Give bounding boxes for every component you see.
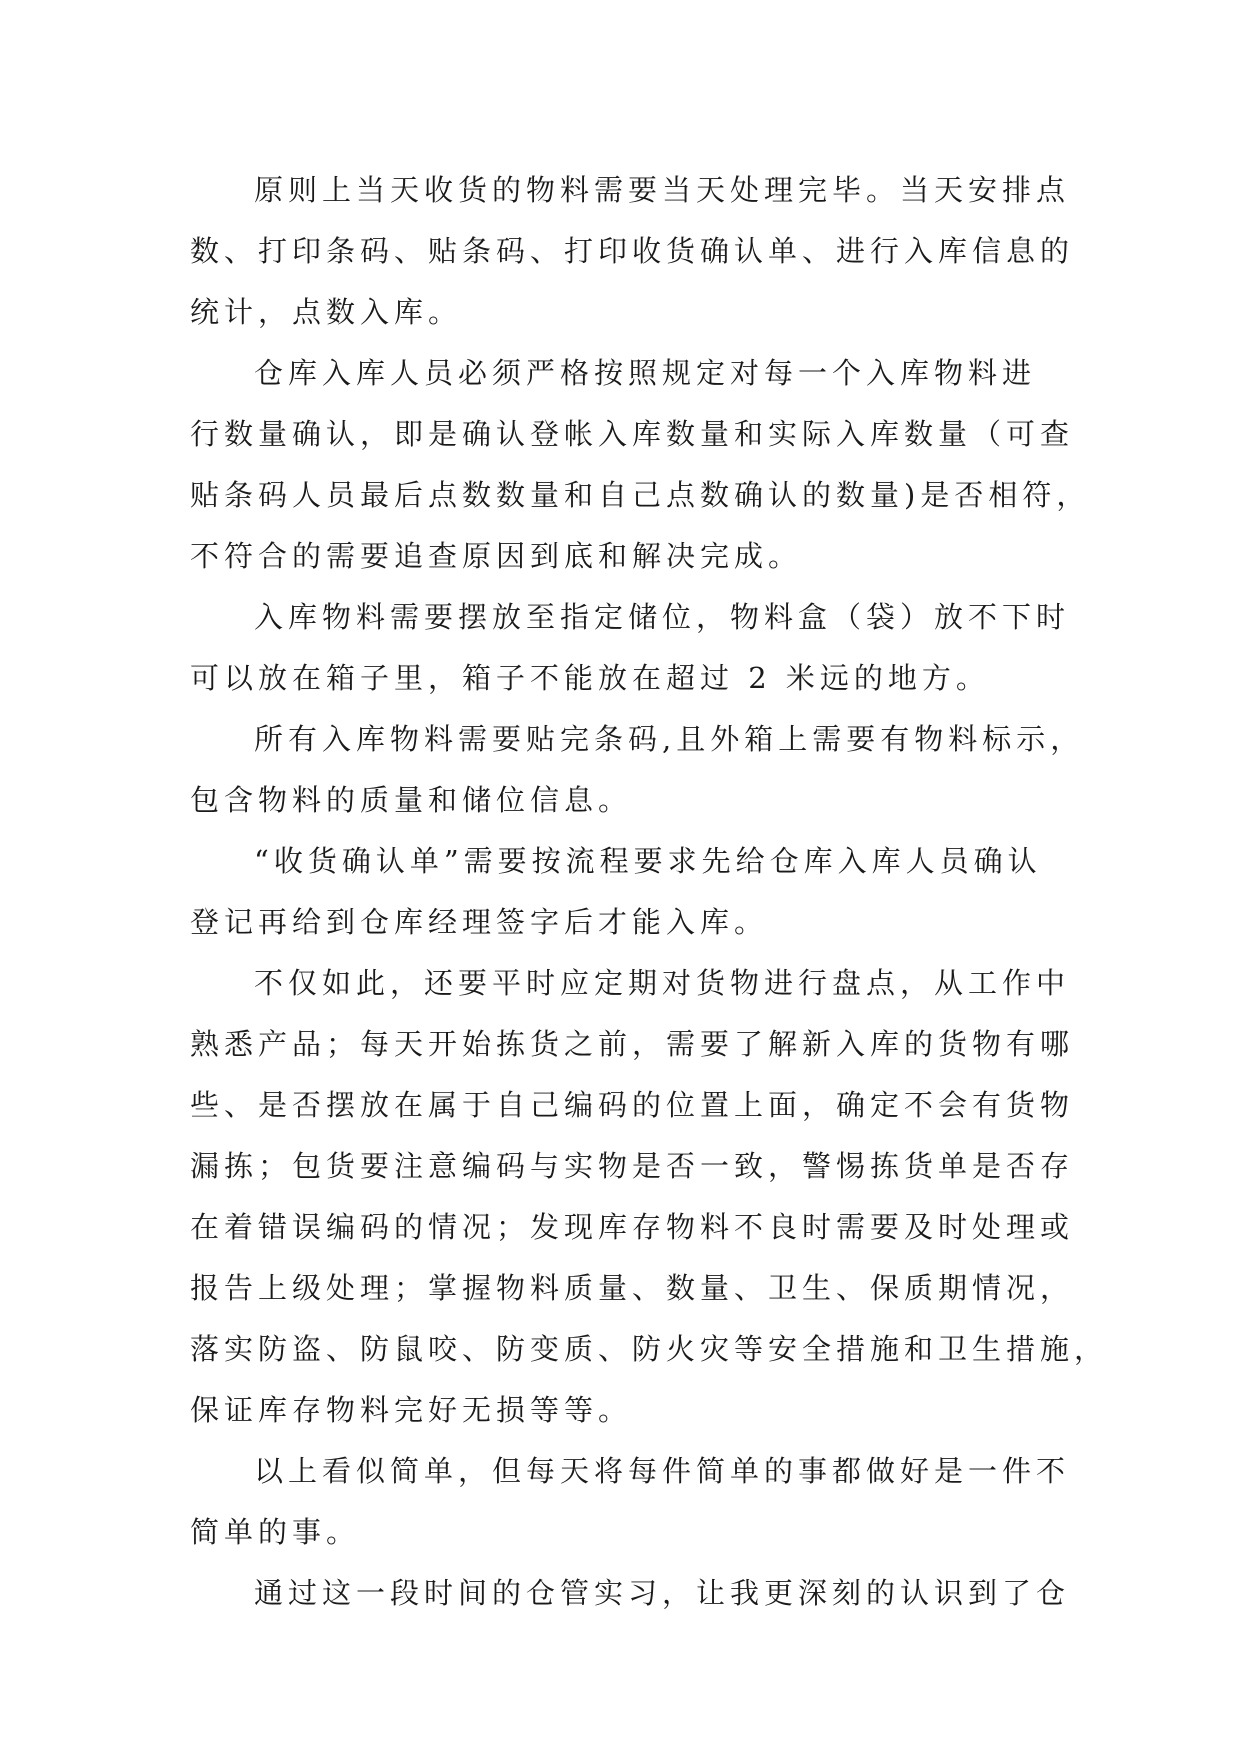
paragraph-line: 数、打印条码、贴条码、打印收货确认单、进行入库信息的 [190, 234, 1075, 268]
paragraph-line: 保证库存物料完好无损等等。 [190, 1393, 633, 1427]
paragraph-line: 仓库入库人员必须严格按照规定对每一个入库物料进 [254, 356, 1037, 390]
paragraph-line: 熟悉产品；每天开始拣货之前，需要了解新入库的货物有哪 [190, 1027, 1075, 1061]
paragraph-line: 以上看似简单，但每天将每件简单的事都做好是一件不 [254, 1454, 1071, 1488]
paragraph-line: 登记再给到仓库经理签字后才能入库。 [190, 905, 769, 939]
paragraph [190, 1441, 1070, 1563]
paragraph-line: 在着错误编码的情况；发现库存物料不良时需要及时处理或 [190, 1210, 1075, 1244]
paragraph-line: 漏拣；包货要注意编码与实物是否一致，警惕拣货单是否存 [190, 1149, 1075, 1183]
paragraph [190, 709, 1085, 831]
document-body [190, 160, 1109, 1624]
paragraph-line: 不仅如此，还要平时应定期对货物进行盘点，从工作中 [254, 966, 1071, 1000]
paragraph-line: 可以放在箱子里，箱子不能放在超过 2 米远的地方。 [190, 661, 990, 695]
paragraph [190, 160, 1075, 343]
paragraph-line: “收货确认单”需要按流程要求先给仓库入库人员确认 [254, 844, 1042, 878]
paragraph [190, 1563, 1070, 1624]
paragraph-line: 些、是否摆放在属于自己编码的位置上面，确定不会有货物 [190, 1088, 1075, 1122]
paragraph-line: 报告上级处理；掌握物料质量、数量、卫生、保质期情况， [190, 1271, 1075, 1305]
paragraph [190, 831, 1070, 953]
paragraph-line: 贴条码人员最后点数数量和自己点数确认的数量)是否相符， [190, 478, 1091, 512]
paragraph-line: 不符合的需要追查原因到底和解决完成。 [190, 539, 803, 573]
paragraph-line: 简单的事。 [190, 1515, 361, 1549]
paragraph-line: 行数量确认，即是确认登帐入库数量和实际入库数量（可查 [190, 417, 1075, 451]
paragraph-line: 落实防盗、防鼠咬、防变质、防火灾等安全措施和卫生措施， [190, 1332, 1109, 1366]
paragraph [190, 587, 1070, 709]
paragraph-line: 包含物料的质量和储位信息。 [190, 783, 633, 817]
paragraph-line: 统计，点数入库。 [190, 295, 463, 329]
paragraph-line: 所有入库物料需要贴完条码,且外箱上需要有物料标示， [254, 722, 1085, 756]
paragraph [190, 953, 1109, 1441]
paragraph-line: 入库物料需要摆放至指定储位，物料盒（袋）放不下时 [254, 600, 1071, 634]
paragraph [190, 343, 1091, 587]
paragraph-line: 原则上当天收货的物料需要当天处理完毕。当天安排点 [254, 173, 1071, 207]
paragraph-line: 通过这一段时间的仓管实习，让我更深刻的认识到了仓 [254, 1576, 1071, 1610]
